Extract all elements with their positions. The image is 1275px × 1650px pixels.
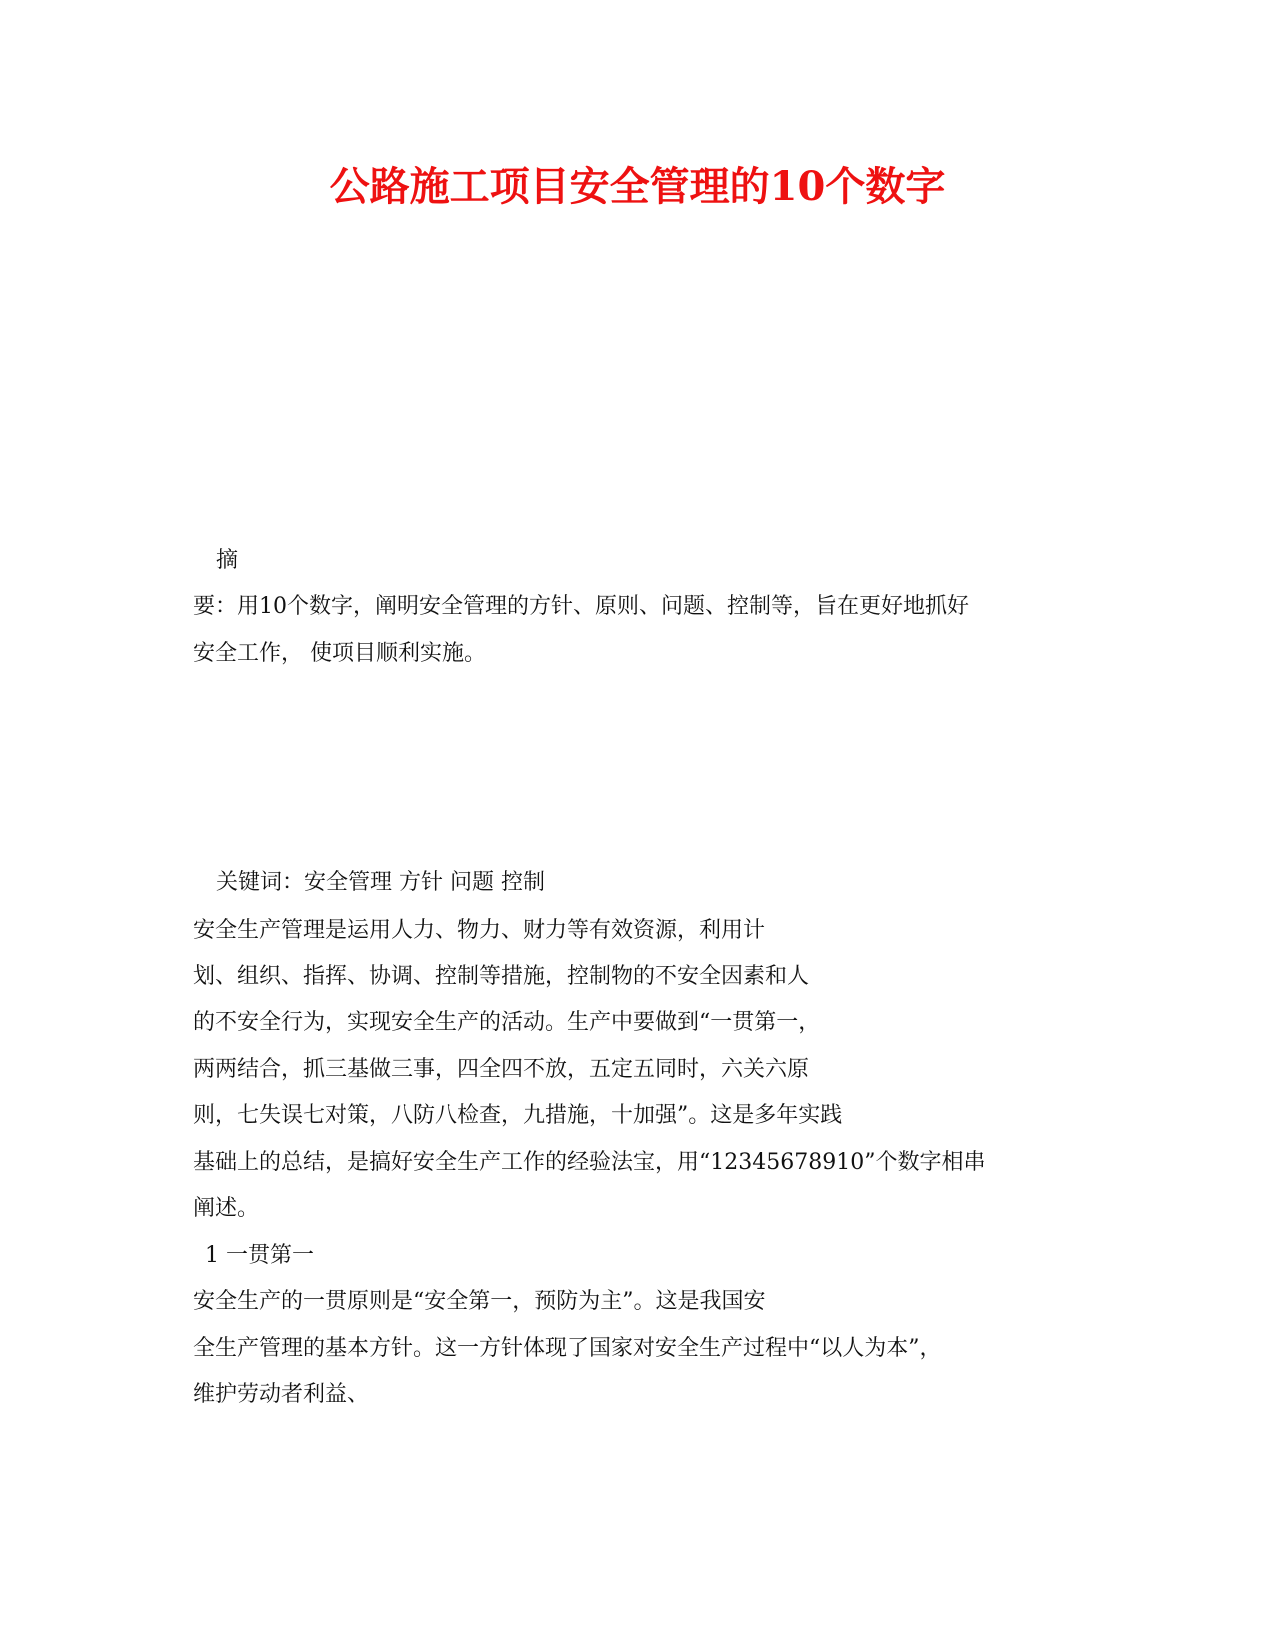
section-1-heading: 1 一贯第一 bbox=[205, 1243, 314, 1268]
intro-line-4: 两两结合，抓三基做三事，四全四不放，五定五同时，六关六原 bbox=[193, 1057, 810, 1082]
abstract-line-2: 要：用10个数字，阐明安全管理的方针、原则、问题、控制等，旨在更好地抓好 bbox=[193, 594, 969, 619]
intro-line-7: 阐述。 bbox=[193, 1196, 260, 1221]
section-1-line-2: 全生产管理的基本方针。这一方针体现了国家对安全生产过程中“以人为本”， bbox=[193, 1336, 942, 1361]
keywords-line: 关键词：安全管理 方针 问题 控制 bbox=[216, 870, 545, 895]
section-1-line-1: 安全生产的一贯原则是“安全第一，预防为主”。这是我国安 bbox=[193, 1289, 766, 1314]
intro-line-5: 则，七失误七对策，八防八检查，九措施，十加强”。这是多年实践 bbox=[193, 1103, 843, 1128]
intro-line-1: 安全生产管理是运用人力、物力、财力等有效资源，利用计 bbox=[193, 918, 766, 943]
intro-line-2: 划、组织、指挥、协调、控制等措施，控制物的不安全因素和人 bbox=[193, 964, 810, 989]
intro-line-6: 基础上的总结，是搞好安全生产工作的经验法宝，用“12345678910”个数字相串 bbox=[193, 1150, 986, 1175]
intro-line-3: 的不安全行为，实现安全生产的活动。生产中要做到“一贯第一， bbox=[193, 1010, 821, 1035]
abstract-line-3: 安全工作， 使项目顺利实施。 bbox=[193, 641, 486, 666]
document-title: 公路施工项目安全管理的10个数字 bbox=[329, 163, 946, 210]
section-1-line-3: 维护劳动者利益、 bbox=[193, 1382, 370, 1407]
abstract-line-1: 摘 bbox=[216, 548, 239, 573]
